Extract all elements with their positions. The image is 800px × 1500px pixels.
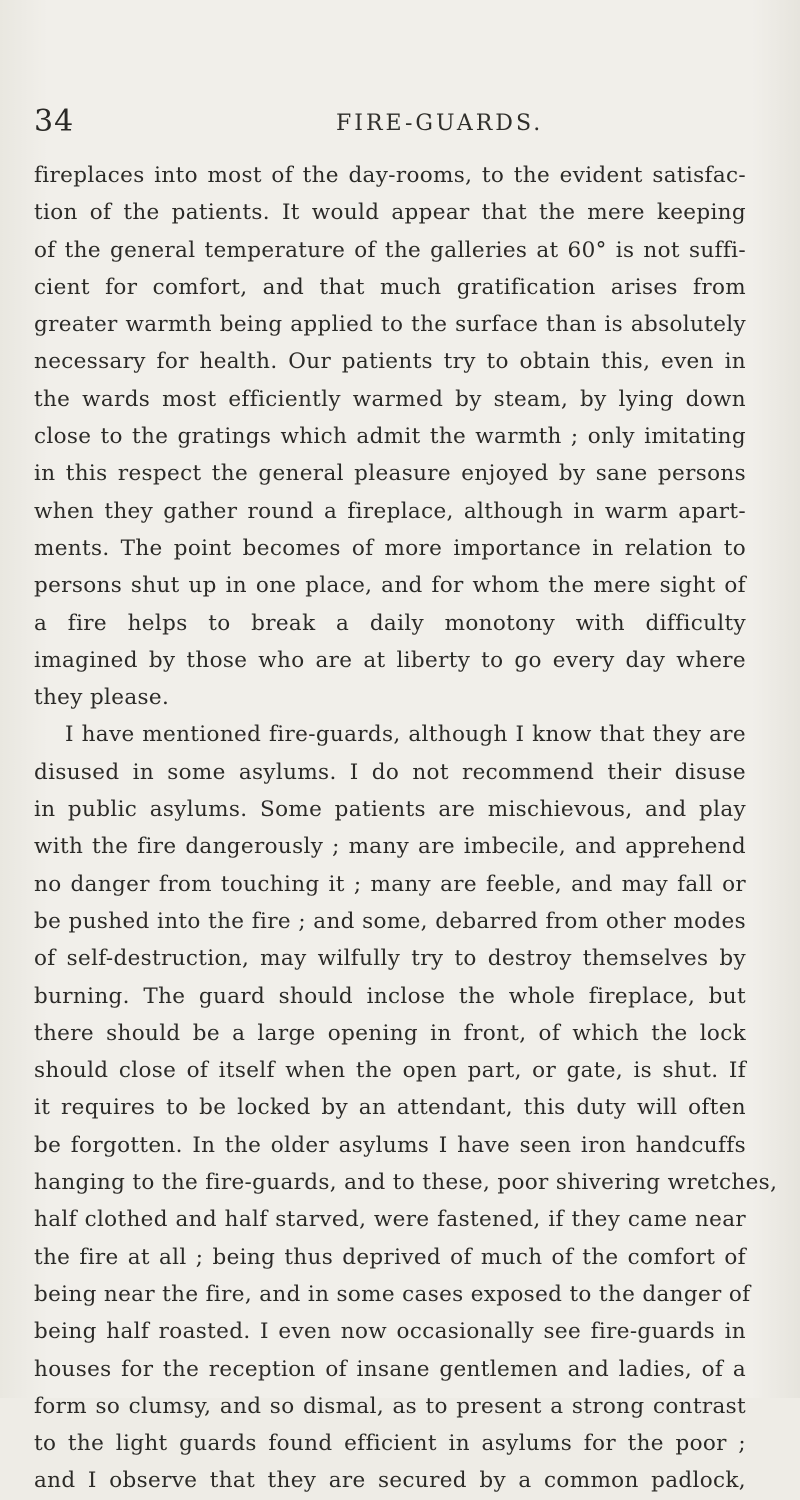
- text-line: I have mentioned fire-guards, although I know that they are: [65, 722, 746, 748]
- text-line: should close of itself when the open part, or gate, is shut. If: [34, 1058, 746, 1084]
- text-line: in this respect the general pleasure enjoyed by sane persons: [34, 461, 746, 487]
- text-line: of self-destruction, may wilfully try to destroy themselves by: [34, 946, 746, 972]
- text-line: houses for the reception of insane gentlemen and ladies, of a: [34, 1356, 746, 1382]
- text-line: greater warmth being applied to the surface than is absolutely: [34, 312, 746, 338]
- text-line: the fire at all ; being thus deprived of much of the comfort of: [34, 1244, 746, 1270]
- page-number: 34: [34, 104, 75, 139]
- running-title: FIRE-GUARDS.: [336, 111, 544, 136]
- text-line: imagined by those who are at liberty to go every day where: [34, 647, 746, 673]
- text-line: there should be a large opening in front, of which the lock: [34, 1020, 746, 1046]
- text-line: cient for comfort, and that much gratification arises from: [34, 274, 746, 300]
- text-line: with the fire dangerously ; many are imbecile, and apprehend: [34, 834, 746, 860]
- body-text: [34, 157, 778, 1500]
- text-line: being half roasted. I even now occasionally see fire-guards in: [34, 1319, 746, 1345]
- text-line: and I observe that they are secured by a common padlock,: [34, 1468, 746, 1494]
- text-line: tion of the patients. It would appear that the mere keeping: [34, 200, 746, 226]
- text-line: be pushed into the fire ; and some, debarred from other modes: [34, 908, 746, 934]
- text-line: burning. The guard should inclose the whole fireplace, but: [34, 983, 746, 1009]
- text-line: close to the gratings which admit the warmth ; only imitating: [34, 424, 746, 450]
- text-line: a fire helps to break a daily monotony with difficulty: [34, 610, 746, 636]
- text-line: ments. The point becomes of more importance in relation to: [34, 535, 746, 561]
- text-line: persons shut up in one place, and for whom the mere sight of: [34, 573, 746, 599]
- text-line: to the light guards found efficient in asylums for the poor ;: [34, 1431, 746, 1457]
- text-line: when they gather round a fireplace, although in warm apart-: [34, 498, 746, 524]
- text-line: it requires to be locked by an attendant, this duty will often: [34, 1095, 746, 1121]
- text-line: form so clumsy, and so dismal, as to present a strong contrast: [34, 1393, 746, 1419]
- text-line: necessary for health. Our patients try to obtain this, even in: [34, 349, 746, 375]
- text-line: of the general temperature of the galleries at 60° is not suffi-: [34, 237, 746, 263]
- text-line: in public asylums. Some patients are mischievous, and play: [34, 797, 746, 823]
- text-line: no danger from touching it ; many are feeble, and may fall or: [34, 871, 746, 897]
- text-line: being near the fire, and in some cases exposed to the danger of: [34, 1281, 751, 1307]
- text-line: half clothed and half starved, were fastened, if they came near: [34, 1207, 746, 1233]
- text-line: they please.: [34, 685, 170, 711]
- page-header: [34, 102, 744, 142]
- text-line: the wards most efficiently warmed by steam, by lying down: [34, 386, 746, 412]
- text-line: hanging to the fire-guards, and to these, poor shivering wretches,: [34, 1170, 778, 1196]
- text-line: be forgotten. In the older asylums I have seen iron handcuffs: [34, 1132, 746, 1158]
- text-line: disused in some asylums. I do not recommend their disuse: [34, 759, 746, 785]
- text-line: fireplaces into most of the day-rooms, to the evident satisfac-: [34, 163, 746, 188]
